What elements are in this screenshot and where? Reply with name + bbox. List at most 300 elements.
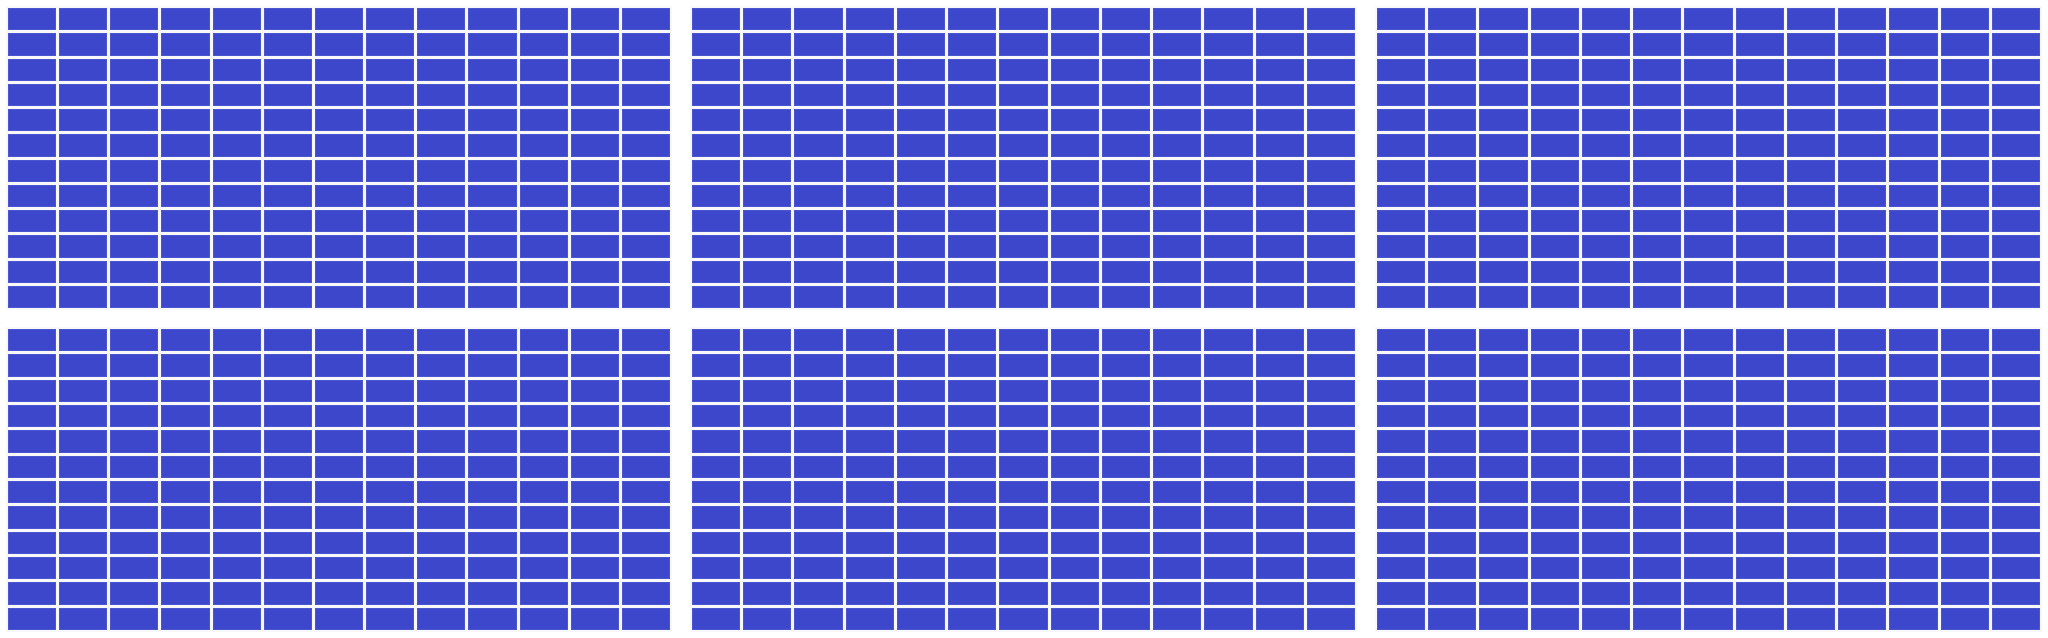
tile [948, 160, 996, 182]
tile [161, 235, 209, 257]
tile [1633, 557, 1681, 579]
tile [1531, 33, 1579, 55]
tile [8, 380, 56, 402]
tile [897, 456, 945, 478]
tile [743, 261, 791, 283]
tile [1102, 532, 1150, 554]
tile [315, 8, 363, 30]
tile [264, 608, 312, 630]
tile [1204, 109, 1252, 131]
tile [161, 210, 209, 232]
tile [1787, 160, 1835, 182]
tile [794, 582, 842, 604]
tile [59, 608, 107, 630]
tile [1787, 286, 1835, 308]
tile [264, 8, 312, 30]
tile [1256, 8, 1304, 30]
tile [743, 109, 791, 131]
tile [1941, 557, 1989, 579]
tile [520, 8, 568, 30]
tile [1256, 608, 1304, 630]
tile [743, 405, 791, 427]
tile [110, 582, 158, 604]
tile [520, 210, 568, 232]
tile [1736, 160, 1784, 182]
tile [1307, 582, 1355, 604]
tile [897, 532, 945, 554]
tile [794, 185, 842, 207]
tile [1102, 134, 1150, 156]
tile [846, 210, 894, 232]
tile [1787, 582, 1835, 604]
tile [1838, 456, 1886, 478]
tile [1479, 134, 1527, 156]
tile [520, 134, 568, 156]
tile [161, 109, 209, 131]
tile [1992, 329, 2040, 351]
tile [1531, 506, 1579, 528]
tile [520, 456, 568, 478]
tile [1838, 134, 1886, 156]
tile [468, 380, 516, 402]
tile [315, 481, 363, 503]
tile [1307, 608, 1355, 630]
tile [897, 261, 945, 283]
tile [1256, 185, 1304, 207]
tile [1153, 235, 1201, 257]
tile [1377, 506, 1425, 528]
tile [315, 286, 363, 308]
tile [1736, 185, 1784, 207]
tile-panel-top-right [1375, 6, 2042, 310]
tile [948, 557, 996, 579]
tile [1307, 261, 1355, 283]
tile [417, 286, 465, 308]
tile [1889, 456, 1937, 478]
tile [8, 557, 56, 579]
tile [264, 84, 312, 106]
tile [1051, 210, 1099, 232]
tile [1377, 261, 1425, 283]
tile [1307, 532, 1355, 554]
tile [1377, 134, 1425, 156]
tile [1377, 532, 1425, 554]
tile [692, 405, 740, 427]
tile [213, 210, 261, 232]
tile [794, 608, 842, 630]
tile [1153, 430, 1201, 452]
tile [743, 134, 791, 156]
tile [110, 456, 158, 478]
tile [571, 405, 619, 427]
tile [1684, 532, 1732, 554]
tile [743, 456, 791, 478]
tile [1941, 380, 1989, 402]
tile [1479, 235, 1527, 257]
tile [315, 134, 363, 156]
tile [948, 481, 996, 503]
tile [213, 456, 261, 478]
tile [468, 210, 516, 232]
tile [1582, 8, 1630, 30]
tile [622, 456, 670, 478]
tile [1838, 380, 1886, 402]
tile [692, 506, 740, 528]
tile [161, 430, 209, 452]
tile [1838, 235, 1886, 257]
tile [59, 481, 107, 503]
tile [999, 608, 1047, 630]
tile [571, 456, 619, 478]
tile [1307, 59, 1355, 81]
tile [948, 380, 996, 402]
tile [59, 582, 107, 604]
tile [1633, 608, 1681, 630]
tile [622, 557, 670, 579]
tile [366, 582, 414, 604]
tile [110, 33, 158, 55]
tile [1428, 286, 1476, 308]
tile [1102, 33, 1150, 55]
tile [1633, 33, 1681, 55]
tile [1992, 134, 2040, 156]
tile [1633, 185, 1681, 207]
tile [1256, 160, 1304, 182]
tile [264, 210, 312, 232]
tile [213, 380, 261, 402]
tile [1736, 582, 1784, 604]
tile [1102, 557, 1150, 579]
tile [1787, 235, 1835, 257]
tile [1736, 59, 1784, 81]
tile [1889, 84, 1937, 106]
tile [1377, 84, 1425, 106]
tile [1787, 405, 1835, 427]
tile [315, 160, 363, 182]
tile [315, 210, 363, 232]
tile [1838, 481, 1886, 503]
tile [520, 59, 568, 81]
tile [1051, 557, 1099, 579]
tile [59, 329, 107, 351]
tile [59, 557, 107, 579]
tile [1941, 134, 1989, 156]
tile [622, 185, 670, 207]
tile [1684, 134, 1732, 156]
tile [1479, 557, 1527, 579]
tile [417, 134, 465, 156]
tile [794, 210, 842, 232]
tile [1204, 8, 1252, 30]
tile [1889, 210, 1937, 232]
tile [1153, 286, 1201, 308]
tile [8, 261, 56, 283]
tile [213, 506, 261, 528]
tile [468, 582, 516, 604]
tile [1531, 235, 1579, 257]
tile [743, 59, 791, 81]
tile [1787, 109, 1835, 131]
tile [1531, 582, 1579, 604]
tile [59, 210, 107, 232]
tile [1787, 261, 1835, 283]
tile [1153, 59, 1201, 81]
tile [315, 532, 363, 554]
tile [59, 430, 107, 452]
tile [1479, 608, 1527, 630]
tile [743, 430, 791, 452]
tile [897, 235, 945, 257]
tile [622, 354, 670, 376]
tile [1633, 430, 1681, 452]
tile [213, 329, 261, 351]
tile [8, 430, 56, 452]
tile [1787, 608, 1835, 630]
tile [999, 59, 1047, 81]
tile [468, 354, 516, 376]
tile [1051, 8, 1099, 30]
tile [213, 8, 261, 30]
tile [59, 405, 107, 427]
tile [213, 109, 261, 131]
tile [417, 354, 465, 376]
tile [59, 506, 107, 528]
tile [8, 235, 56, 257]
tile [999, 456, 1047, 478]
tile [1531, 8, 1579, 30]
tile [1307, 506, 1355, 528]
tile [417, 185, 465, 207]
tile [8, 329, 56, 351]
tile [59, 8, 107, 30]
tile [999, 185, 1047, 207]
tile [1684, 33, 1732, 55]
tile [520, 380, 568, 402]
tile [213, 134, 261, 156]
tile [743, 33, 791, 55]
tile [1377, 185, 1425, 207]
tile [315, 557, 363, 579]
tile [161, 261, 209, 283]
tile [520, 354, 568, 376]
tile [692, 430, 740, 452]
tile [1377, 59, 1425, 81]
tile [1992, 84, 2040, 106]
tile [1102, 582, 1150, 604]
tile [571, 380, 619, 402]
tile [1428, 235, 1476, 257]
tile [794, 235, 842, 257]
tile [264, 185, 312, 207]
tile [1582, 354, 1630, 376]
tile [999, 8, 1047, 30]
tile [1051, 354, 1099, 376]
tile [1307, 430, 1355, 452]
tile [1787, 59, 1835, 81]
tile [8, 8, 56, 30]
tile [1051, 33, 1099, 55]
tile [1838, 84, 1886, 106]
tile [1051, 185, 1099, 207]
tile [1787, 456, 1835, 478]
tile [846, 59, 894, 81]
tile [1102, 405, 1150, 427]
tile [1153, 109, 1201, 131]
tile [846, 557, 894, 579]
tile [1102, 8, 1150, 30]
tile [1377, 456, 1425, 478]
tile [948, 261, 996, 283]
tile [1736, 380, 1784, 402]
tile [999, 84, 1047, 106]
tile [315, 329, 363, 351]
tile [1941, 430, 1989, 452]
tile [315, 59, 363, 81]
tile-panel-bottom-left [6, 327, 672, 632]
tile [897, 33, 945, 55]
tile [1582, 405, 1630, 427]
tile [315, 506, 363, 528]
tile [622, 33, 670, 55]
tile [468, 506, 516, 528]
tile [1102, 261, 1150, 283]
tile [264, 532, 312, 554]
tile [1582, 608, 1630, 630]
tile [417, 235, 465, 257]
tile [264, 59, 312, 81]
tile [948, 532, 996, 554]
tile [622, 506, 670, 528]
tile [1941, 185, 1989, 207]
tile [1204, 59, 1252, 81]
tile [948, 430, 996, 452]
tile [1889, 532, 1937, 554]
tile [417, 59, 465, 81]
tile [1838, 582, 1886, 604]
tile [1204, 134, 1252, 156]
tile [1684, 8, 1732, 30]
tile [794, 329, 842, 351]
tile [213, 557, 261, 579]
tile [622, 84, 670, 106]
tile [743, 354, 791, 376]
tile [948, 329, 996, 351]
tile [1684, 430, 1732, 452]
tile [1307, 329, 1355, 351]
tile [1102, 430, 1150, 452]
tile [1684, 261, 1732, 283]
tile [1941, 8, 1989, 30]
tile [520, 608, 568, 630]
tile [468, 557, 516, 579]
tile [264, 261, 312, 283]
tile [366, 456, 414, 478]
tile [161, 557, 209, 579]
tile [520, 84, 568, 106]
tile [264, 160, 312, 182]
tile [417, 405, 465, 427]
tile [1256, 557, 1304, 579]
tile [1838, 8, 1886, 30]
tile [846, 329, 894, 351]
tile [1633, 506, 1681, 528]
tile [1204, 456, 1252, 478]
tile [1736, 134, 1784, 156]
tile [1787, 506, 1835, 528]
tile [692, 532, 740, 554]
tile [1051, 405, 1099, 427]
tile [213, 185, 261, 207]
tile [1428, 532, 1476, 554]
tile [1256, 380, 1304, 402]
tile [520, 109, 568, 131]
tile [1889, 506, 1937, 528]
tile [571, 109, 619, 131]
tile [1051, 329, 1099, 351]
tile [1428, 405, 1476, 427]
tile [1256, 33, 1304, 55]
tile [948, 210, 996, 232]
tile [1582, 380, 1630, 402]
tile [1153, 329, 1201, 351]
tile [743, 286, 791, 308]
tile [8, 354, 56, 376]
tile [1889, 286, 1937, 308]
tile [1204, 481, 1252, 503]
tile [1582, 481, 1630, 503]
tile [692, 286, 740, 308]
tile [1889, 185, 1937, 207]
tile [161, 456, 209, 478]
tile [1102, 59, 1150, 81]
tile [366, 532, 414, 554]
tile [1941, 235, 1989, 257]
tile [1307, 8, 1355, 30]
tile [948, 608, 996, 630]
tile [1377, 608, 1425, 630]
tile [1051, 235, 1099, 257]
tile [897, 8, 945, 30]
tile [1102, 481, 1150, 503]
tile [1531, 557, 1579, 579]
tile [1479, 405, 1527, 427]
tile [520, 430, 568, 452]
tile [948, 456, 996, 478]
tile [264, 506, 312, 528]
tile [571, 185, 619, 207]
tile [1992, 481, 2040, 503]
tile [1736, 506, 1784, 528]
tile [110, 286, 158, 308]
tile [520, 235, 568, 257]
tile [1838, 405, 1886, 427]
tile [161, 8, 209, 30]
tile [743, 84, 791, 106]
tile [1582, 134, 1630, 156]
tile [897, 481, 945, 503]
tile [366, 59, 414, 81]
tile [794, 481, 842, 503]
tile [1153, 160, 1201, 182]
tile [1889, 261, 1937, 283]
tile [1102, 286, 1150, 308]
tile [1941, 354, 1989, 376]
tile [8, 286, 56, 308]
tile [1787, 33, 1835, 55]
tile [59, 235, 107, 257]
tile [1838, 608, 1886, 630]
tile [1736, 84, 1784, 106]
